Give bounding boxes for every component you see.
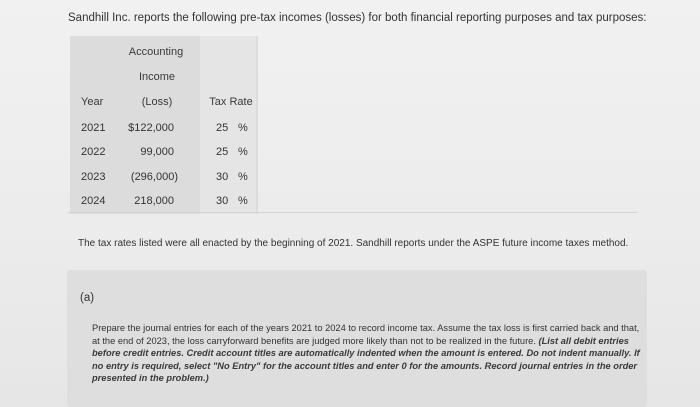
table-row-percent: % bbox=[238, 171, 248, 183]
part-a-instructions bbox=[92, 322, 644, 385]
tax-rate-note: The tax rates listed were all enacted by the beginning of 2021. Sandhill reports under the ASPE future income taxes method. bbox=[78, 238, 629, 249]
header-loss: (Loss) bbox=[141, 96, 173, 108]
table-row-income: (296,000) bbox=[130, 171, 178, 183]
table-row-income: 218,000 bbox=[134, 195, 174, 207]
header-income: Income bbox=[138, 71, 176, 83]
header-accounting: Accounting bbox=[128, 46, 184, 58]
header-tax-rate: Tax Rate bbox=[209, 96, 253, 108]
table-row-year: 2022 bbox=[81, 146, 106, 158]
instruction-emphasis: (List all debit entries before credit entries. Credit account titles are automatically indented when the amount is entered. Do not indent manually. If no entry is required, select "No Entry" for the account titles and enter 0 for the amounts. Record journal entries in the order presented in the problem.) bbox=[92, 335, 640, 384]
table-row-rate: 30 bbox=[216, 195, 229, 207]
table-row-rate: 25 bbox=[216, 122, 229, 134]
table-row-rate: 25 bbox=[216, 146, 229, 158]
table-row-percent: % bbox=[238, 122, 248, 134]
table-row-year: 2021 bbox=[81, 122, 106, 134]
table-row-percent: % bbox=[238, 195, 248, 207]
instruction-text: Prepare the journal entries for each of the years 2021 to 2024 to record income tax. Assume the tax loss is first carried back and that, at the end of 2023, the loss carryforward benefits are judged more likely than not to be realized in the future. bbox=[92, 323, 640, 346]
table-row-rate: 30 bbox=[216, 171, 229, 183]
table-row-year: 2023 bbox=[81, 171, 106, 183]
problem-intro: Sandhill Inc. reports the following pre-tax incomes (losses) for both financial reporting purposes and tax purposes: bbox=[68, 12, 647, 24]
table-row-percent: % bbox=[238, 146, 248, 158]
section-divider bbox=[67, 212, 637, 213]
part-a-label: (a) bbox=[80, 292, 95, 304]
header-year: Year bbox=[81, 96, 104, 108]
table-row-income: 99,000 bbox=[140, 146, 174, 158]
table-row-year: 2024 bbox=[81, 195, 106, 207]
table-row-income: $122,000 bbox=[128, 122, 174, 134]
